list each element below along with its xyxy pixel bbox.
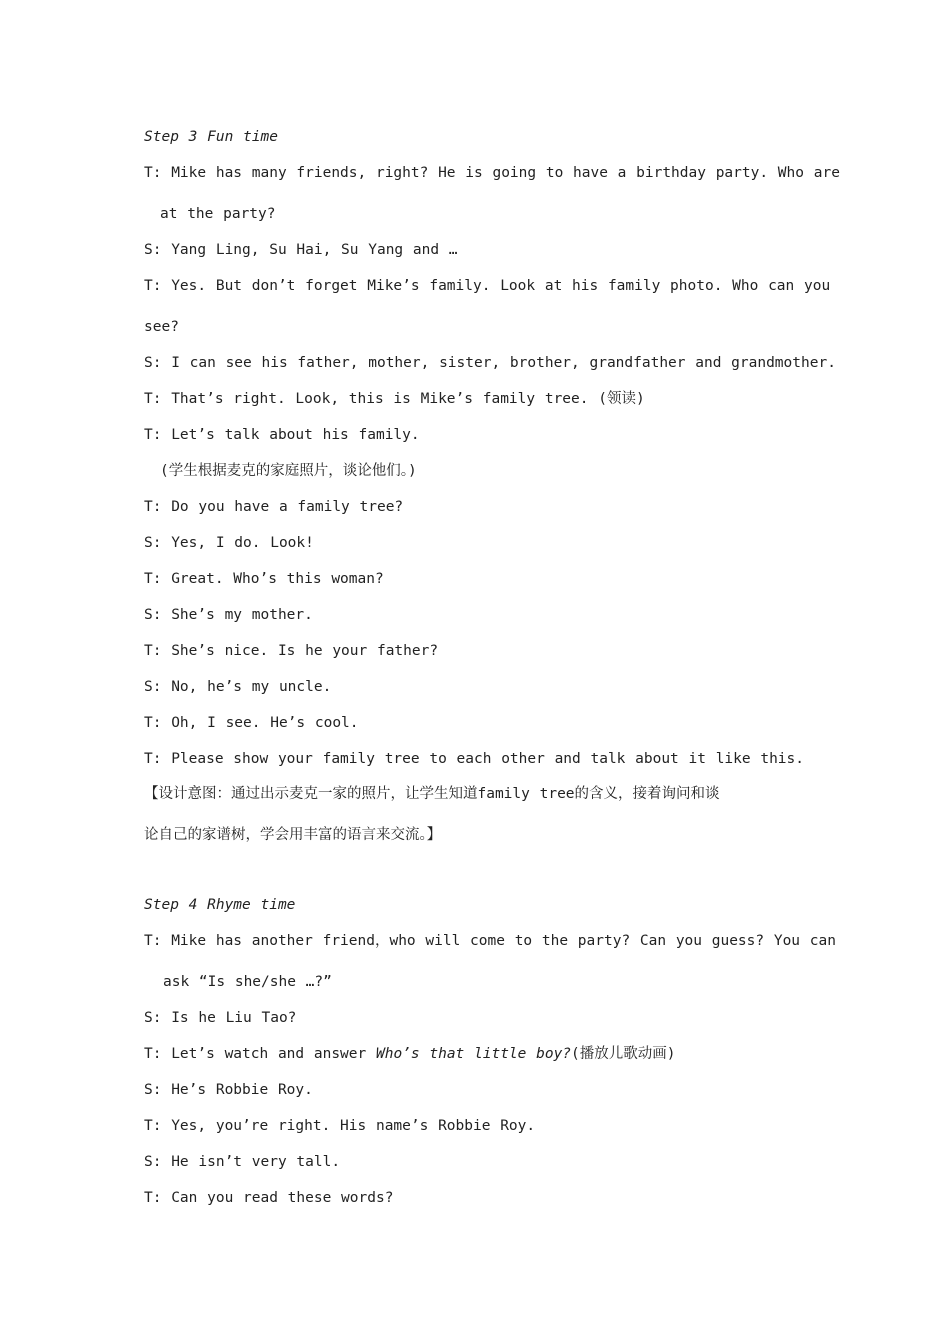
dialogue-line: S: Yes, I do. Look! xyxy=(144,535,314,551)
dialogue-line: T: Mike has many friends, right? He is going to have a birthday party. Who are xyxy=(144,165,840,181)
dialogue-line: ask “Is she/she …?” xyxy=(163,974,332,990)
line-text: T: Let’s watch and answer xyxy=(144,1046,376,1062)
dialogue-line: at the party? xyxy=(160,206,276,222)
dialogue-line: S: No, he’s my uncle. xyxy=(144,679,332,695)
dialogue-line: (学生根据麦克的家庭照片，谈论他们。) xyxy=(160,463,417,479)
line-text: (播放儿歌动画) xyxy=(571,1046,676,1062)
dialogue-line: T: Great. Who’s this woman? xyxy=(144,571,384,587)
design-note-line-2: 论自己的家谱树，学会用丰富的语言来交流。】 xyxy=(144,827,442,843)
step3-heading: Step 3 Fun time xyxy=(144,129,278,145)
design-note-line-1: 【设计意图：通过出示麦克一家的照片，让学生知道family tree的含义，接着询问和谈 xyxy=(144,786,720,802)
dialogue-line: S: He isn’t very tall. xyxy=(144,1154,341,1170)
dialogue-line: S: Is he Liu Tao? xyxy=(144,1010,297,1026)
dialogue-line xyxy=(144,1044,814,1064)
dialogue-line: T: Mike has another friend，who will come to the party? Can you guess? You can xyxy=(144,933,836,949)
dialogue-line: T: Can you read these words? xyxy=(144,1190,394,1206)
dialogue-line: S: I can see his father, mother, sister, brother, grandfather and grandmother. xyxy=(144,355,836,371)
dialogue-line: S: She’s my mother. xyxy=(144,607,313,623)
dialogue-line: see? xyxy=(144,319,179,335)
step4-heading: Step 4 Rhyme time xyxy=(144,897,296,913)
dialogue-line: T: Yes, you’re right. His name’s Robbie Roy. xyxy=(144,1118,536,1134)
dialogue-line: T: Oh, I see. He’s cool. xyxy=(144,715,359,731)
dialogue-line: T: Please show your family tree to each other and talk about it like this. xyxy=(144,751,805,767)
dialogue-line: T: Yes. But don’t forget Mike’s family. Look at his family photo. Who can you xyxy=(144,278,831,294)
dialogue-line: T: Let’s talk about his family. xyxy=(144,427,420,443)
dialogue-line: T: She’s nice. Is he your father? xyxy=(144,643,439,659)
dialogue-line: S: Yang Ling, Su Hai, Su Yang and … xyxy=(144,242,458,258)
rhyme-title: Who’s that little boy? xyxy=(375,1046,572,1062)
dialogue-line: T: That’s right. Look, this is Mike’s family tree. (领读) xyxy=(144,391,645,407)
dialogue-line: T: Do you have a family tree? xyxy=(144,499,404,515)
dialogue-line: S: He’s Robbie Roy. xyxy=(144,1082,313,1098)
